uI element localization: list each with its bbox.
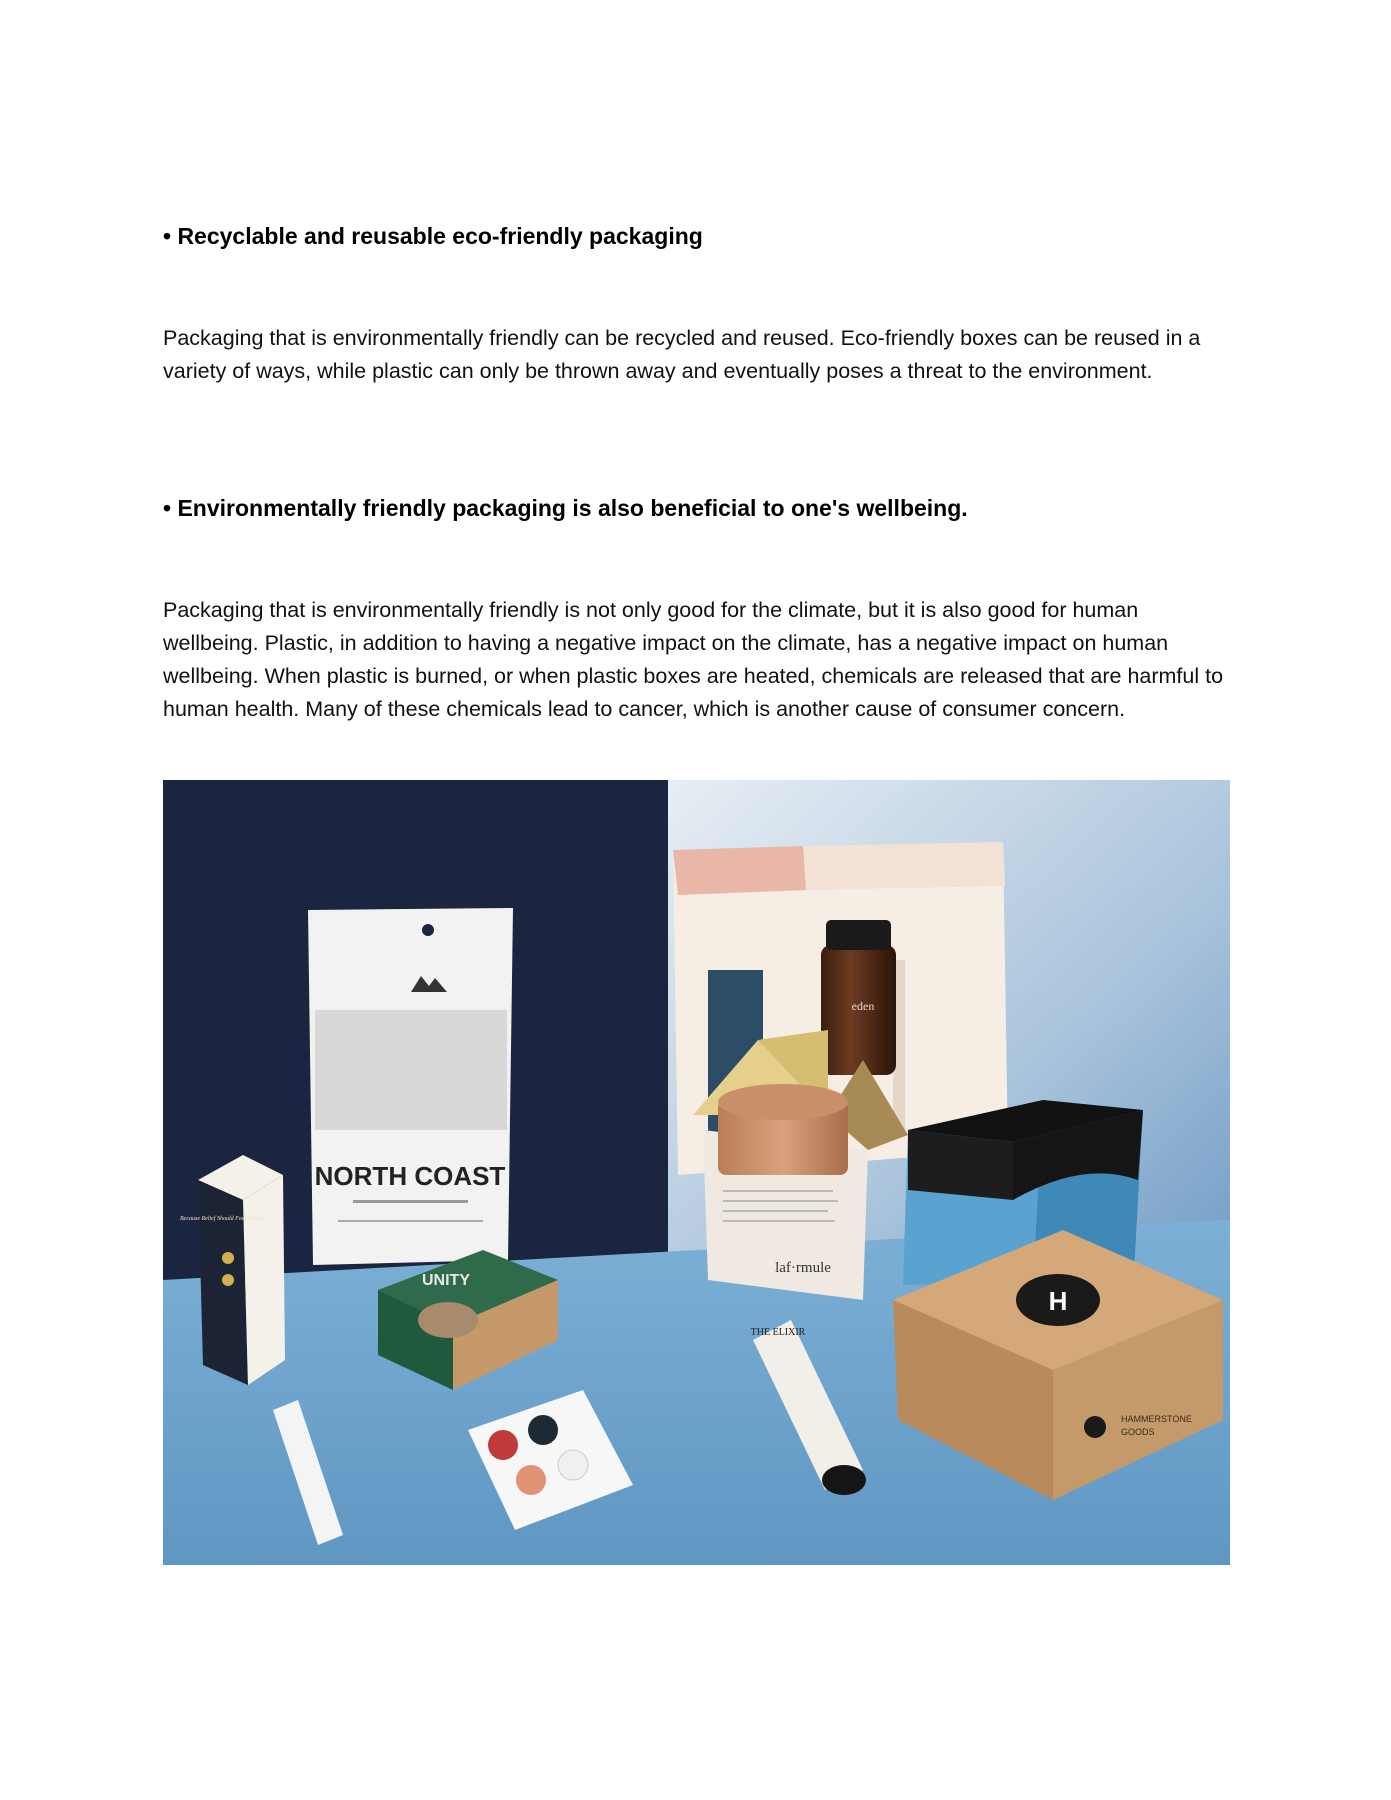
section-heading-wellbeing: • Environmentally friendly packaging is also beneficial to one's wellbeing.: [163, 495, 968, 521]
north-coast-pouch: [308, 908, 513, 1265]
packaging-photo: [163, 780, 1230, 1565]
side-box-text: Because Relief Should Feel Natural: [180, 1216, 266, 1222]
unity-box-text: UNITY: [422, 1272, 470, 1289]
tube-label-text: THE ELIXIR: [750, 1327, 806, 1338]
mailer-logo-text: H: [1048, 1286, 1068, 1316]
pouch-brand-text: NORTH COAST: [314, 1161, 506, 1191]
bottle-label-text: eden: [851, 999, 875, 1013]
mailer-brand-line2: GOODS: [1121, 1427, 1155, 1437]
mailer-brand-line1: HAMMERSTONE: [1121, 1414, 1192, 1424]
section-paragraph-recyclable: Packaging that is environmentally friendly can be recycled and reused. Eco-friendly boxes can be reused in a variety of ways, while plastic can only be thrown away and eventually poses a threat to the environment.: [163, 326, 1201, 383]
section-heading-recyclable: • Recyclable and reusable eco-friendly packaging: [163, 223, 703, 249]
jar-brand-text: laf·rmule: [775, 1260, 831, 1276]
section-paragraph-wellbeing: Packaging that is environmentally friendly is not only good for the climate, but it is also good for human wellbeing. Plastic, in addition to having a negative impact on the climate, has a negative impact on human wellbeing. When plastic is burned, or when plastic boxes are heated, chemicals are released that are harmful to human health. Many of these chemicals lead to cancer, which is another cause of consumer concern.: [163, 598, 1224, 721]
